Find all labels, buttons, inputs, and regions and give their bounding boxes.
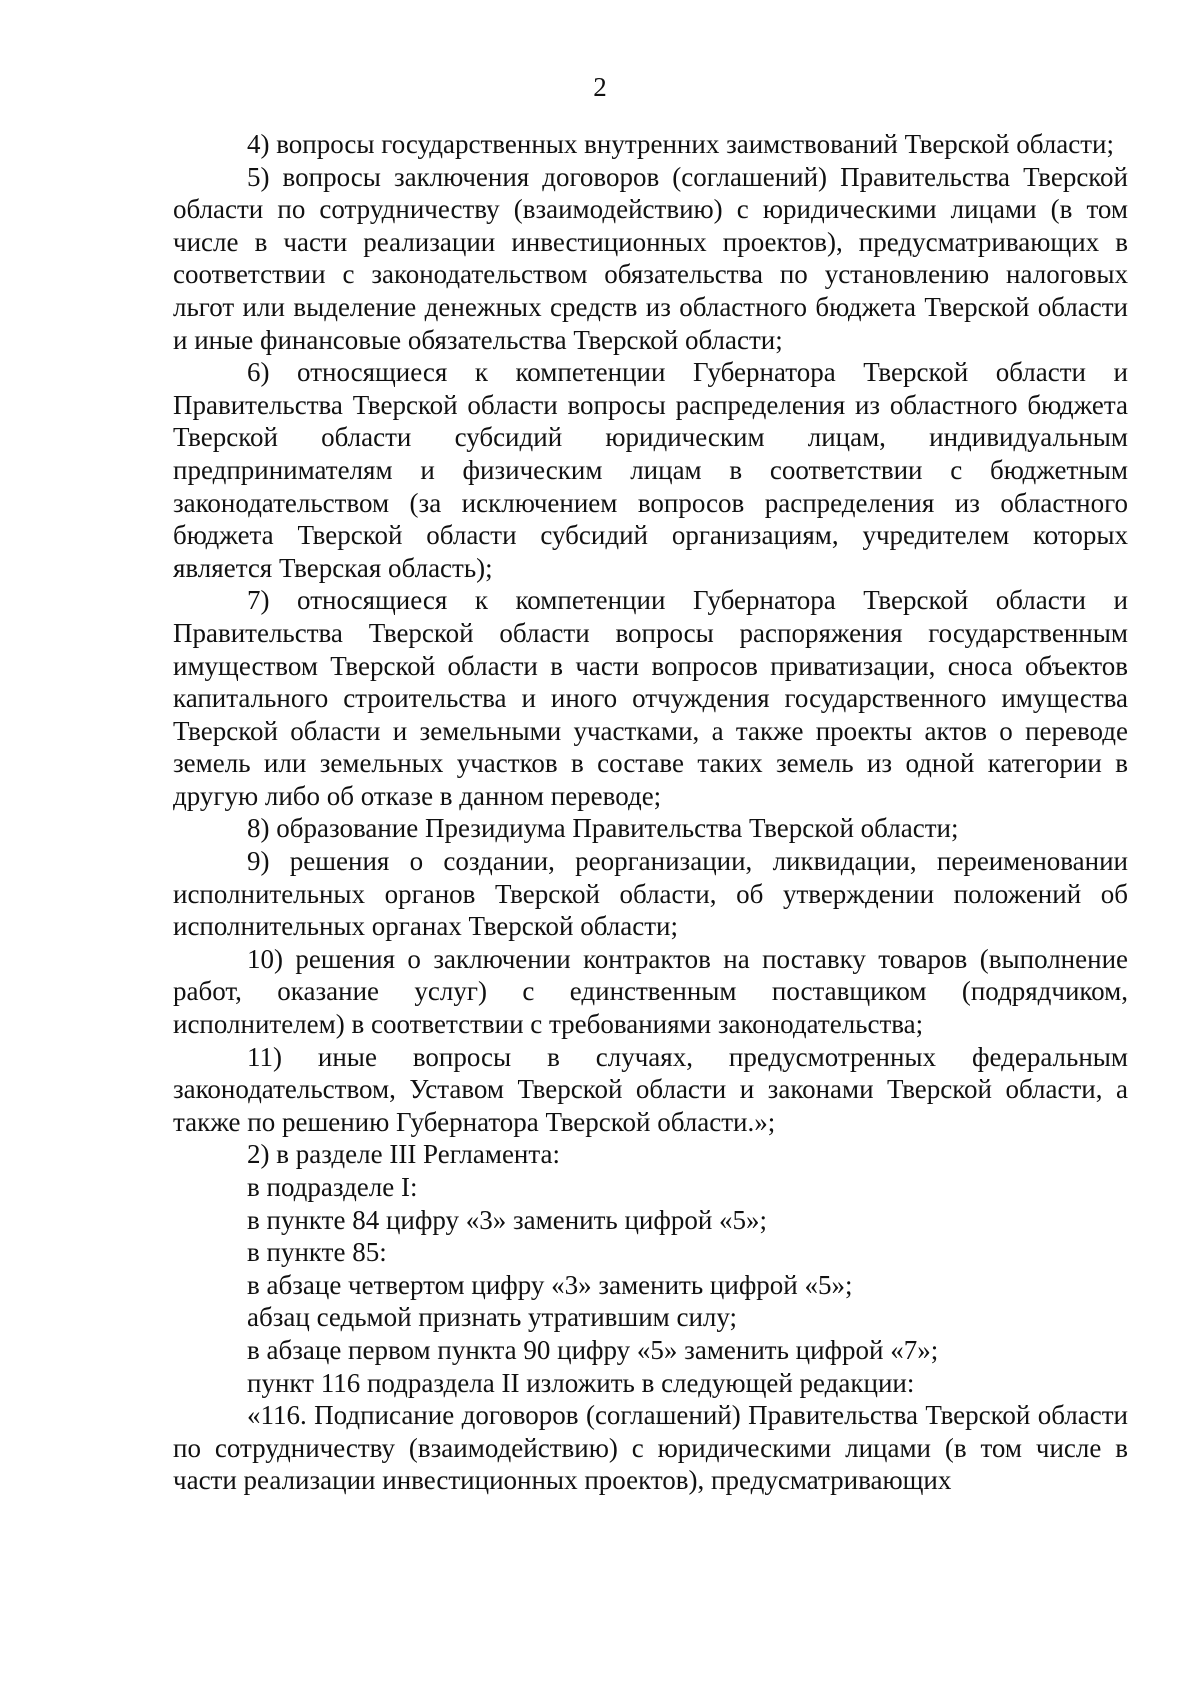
paragraph-abzac-4: в абзаце четвертом цифру «3» заменить цифрой «5»; [247, 1269, 853, 1300]
paragraph-point-90: в абзаце первом пункта 90 цифру «5» заменить цифрой «7»; [247, 1334, 939, 1365]
paragraph-point-116-intro: пункт 116 подраздела II изложить в следующей редакции: [247, 1367, 915, 1398]
paragraph-item-9: 9) решения о создании, реорганизации, ликвидации, переименовании исполнительных органов Тверской области, об утверждении положений об исполнительных органах Тверской области; [173, 846, 1128, 942]
document-body [173, 128, 1128, 1497]
paragraph-item-8: 8) образование Президиума Правительства Тверской области; [247, 813, 959, 844]
paragraph-point-85: в пункте 85: [247, 1237, 387, 1268]
paragraph-subsection-1: в подразделе I: [247, 1172, 418, 1202]
paragraph-item-5: 5) вопросы заключения договоров (соглашений) Правительства Тверской области по сотрудничеству (взаимодействию) с юридическими лицами (в том числе в части реализации инвестиционных проектов), предусматривающих в соответствии с законодательством обязательства по установлению налоговых льгот или выделение денежных средств из областного бюджета Тверской области и иные финансовые обязательства Тверской области; [173, 161, 1128, 355]
paragraph-section-3: 2) в разделе III Регламента: [247, 1139, 560, 1170]
paragraph-item-6: 6) относящиеся к компетенции Губернатора Тверской области и Правительства Тверской области вопросы распределения из областного бюджета Тверской области субсидий юридическим лицам, индивидуальным предпринимателям и физическим лицам в соответствии с бюджетным законодательством (за исключением вопросов распределения из областного бюджета Тверской области субсидий организациям, учредителем которых является Тверская область); [173, 357, 1128, 583]
paragraph-item-4: 4) вопросы государственных внутренних заимствований Тверской области; [247, 129, 1114, 159]
page-number: 2 [593, 72, 607, 102]
paragraph-abzac-7: абзац седьмой признать утратившим силу; [247, 1302, 738, 1333]
paragraph-item-7: 7) относящиеся к компетенции Губернатора Тверской области и Правительства Тверской области вопросы распоряжения государственным имуществом Тверской области в части вопросов приватизации, сноса объектов капитального строительства и иного отчуждения государственного имущества Тверской области и земельными участками, а также проекты актов о переводе земель или земельных участков в составе таких земель из одной категории в другую либо об отказе в данном переводе; [173, 585, 1128, 811]
paragraph-item-10: 10) решения о заключении контрактов на поставку товаров (выполнение работ, оказание услуг) с единственным поставщиком (подрядчиком, исполнителем) в соответствии с требованиями законодательства; [173, 943, 1128, 1040]
paragraph-point-116-text: «116. Подписание договоров (соглашений) Правительства Тверской области по сотрудничеству (взаимодействию) с юридическими лицами (в том числе в части реализации инвестиционных проектов), предусматривающих [173, 1400, 1128, 1496]
paragraph-item-11: 11) иные вопросы в случаях, предусмотренных федеральным законодательством, Уставом Тверской области и законами Тверской области, а также по решению Губернатора Тверской области.»; [173, 1041, 1128, 1137]
paragraph-point-84: в пункте 84 цифру «3» заменить цифрой «5»; [247, 1204, 768, 1235]
